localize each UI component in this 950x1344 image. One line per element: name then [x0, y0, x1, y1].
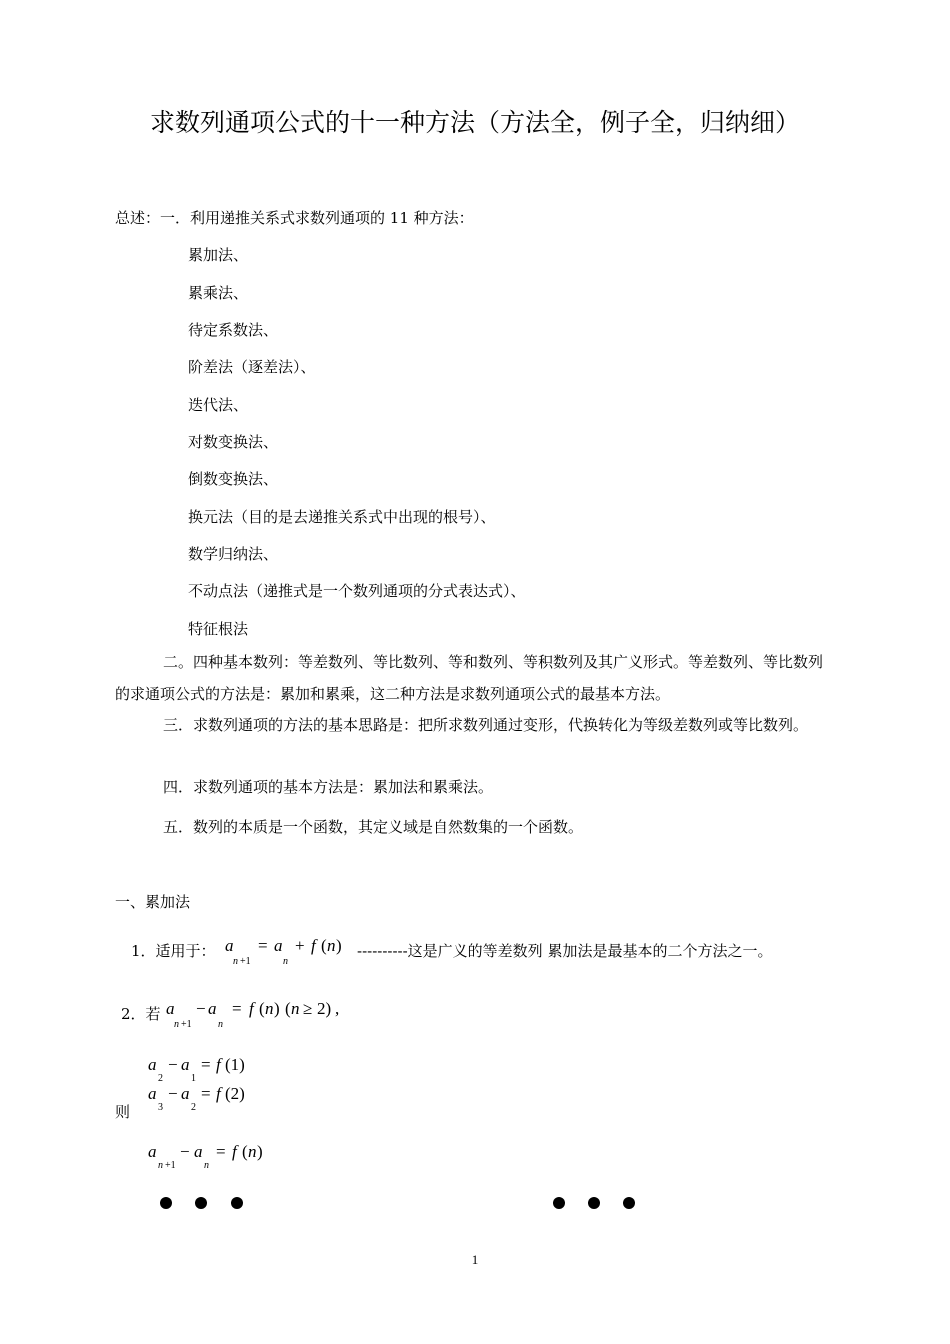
item-1-formula: a n +1 = a n + f ( n ): [225, 936, 342, 967]
method-item: 对数变换法、: [188, 433, 279, 451]
equation-2: a 3 − a 2 = f (2): [148, 1084, 245, 1113]
item-1-label: 1．适用于：: [131, 942, 216, 960]
ellipsis-dot: [553, 1197, 565, 1209]
document-title: 求数列通项公式的十一种方法（方法全，例子全，归纳细）: [149, 108, 800, 137]
summary-heading: 总述：一．利用递推关系式求数列通项的 11 种方法：: [115, 209, 474, 227]
ellipsis-dot: [231, 1197, 243, 1209]
then-label: 则: [115, 1103, 131, 1121]
ellipsis-dot: [160, 1197, 172, 1209]
method-item: 累加法、: [188, 246, 249, 264]
summary-point-4: 四．求数列通项的基本方法是：累加法和累乘法。: [163, 778, 494, 796]
item-2-formula: a n +1 − a n = f ( n ) ( n ≥ 2) ,: [166, 999, 340, 1030]
method-item: 数学归纳法、: [188, 545, 279, 563]
summary-point-2: 二。四种基本数列：等差数列、等比数列、等和数列、等积数列及其广义形式。等差数列、等比数列的求通项公式的方法是：累加和累乘，这二种方法是求数列通项公式的最基本方法。: [115, 653, 824, 703]
method-item: 累乘法、: [188, 284, 249, 302]
equation-3: a n +1 − a n = f ( n ): [148, 1142, 263, 1171]
summary-point-3: 三．求数列通项的方法的基本思路是：把所求数列通过变形，代换转化为等级差数列或等比数列。: [163, 716, 809, 734]
page-number: 1: [471, 1252, 479, 1267]
method-item: 阶差法（逐差法）、: [188, 358, 316, 376]
item-2-label: 2．若: [121, 1005, 161, 1023]
method-item: 换元法（目的是去递推关系式中出现的根号）、: [188, 508, 496, 526]
ellipsis-dot: [588, 1197, 600, 1209]
item-1-note: ----------这是广义的等差数列 累加法是最基本的二个方法之一。: [357, 942, 773, 960]
method-item: 倒数变换法、: [188, 470, 279, 488]
section-heading: 一、累加法: [115, 893, 191, 911]
ellipsis-dot: [623, 1197, 635, 1209]
summary-point-5: 五．数列的本质是一个函数，其定义域是自然数集的一个函数。: [163, 818, 584, 836]
method-item: 特征根法: [188, 620, 249, 638]
ellipsis-dot: [195, 1197, 207, 1209]
method-item: 迭代法、: [188, 396, 249, 414]
method-item: 待定系数法、: [188, 321, 279, 339]
equation-1: a 2 − a 1 = f (1): [148, 1055, 245, 1084]
method-item: 不动点法（递推式是一个数列通项的分式表达式）、: [188, 582, 526, 600]
